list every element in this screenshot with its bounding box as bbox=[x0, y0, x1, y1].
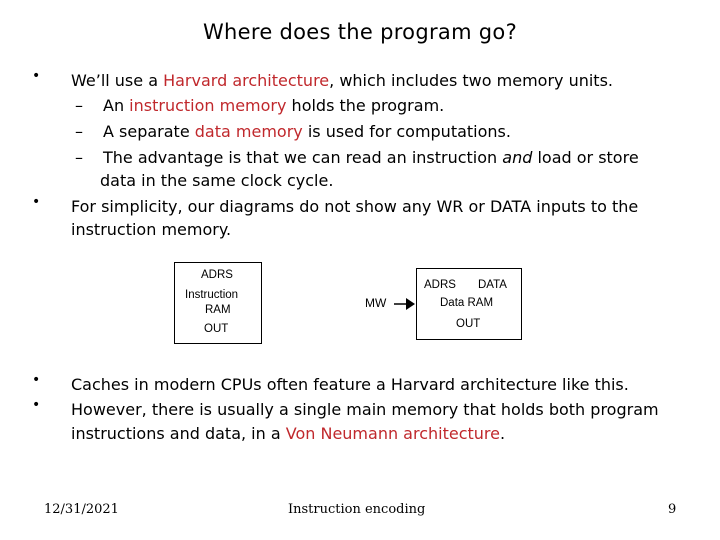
mw-label: MW bbox=[365, 296, 387, 310]
bullet-marker: • bbox=[32, 397, 41, 413]
bullet-von-neumann: However, there is usually a single main memory that holds both program bbox=[71, 400, 659, 419]
footer-date: 12/31/2021 bbox=[44, 502, 119, 517]
instr-adrs-label: ADRS bbox=[201, 269, 233, 281]
sub-bullet-advantage-cont: data in the same clock cycle. bbox=[100, 171, 334, 190]
sub-bullet-instruction-memory: An instruction memory holds the program. bbox=[103, 96, 445, 115]
data-adrs-label: ADRS bbox=[424, 279, 456, 291]
bullet-harvard: We’ll use a Harvard architecture, which includes two memory units. bbox=[71, 71, 613, 90]
bullet-marker: • bbox=[32, 194, 41, 210]
sub-bullet-advantage: The advantage is that we can read an instruction and load or store bbox=[103, 148, 639, 167]
instr-name-label: Instruction bbox=[185, 289, 239, 301]
slide-title: Where does the program go? bbox=[202, 20, 518, 44]
sub-bullet-marker: – bbox=[75, 122, 83, 141]
data-out-label: OUT bbox=[456, 318, 481, 330]
instr-name-label-2: RAM bbox=[205, 304, 231, 316]
instr-out-label: OUT bbox=[204, 323, 229, 335]
data-name-label: Data RAM bbox=[440, 297, 494, 309]
footer-page-number: 9 bbox=[668, 502, 677, 517]
bullet-marker: • bbox=[32, 68, 41, 84]
bullet-simplicity-cont: instruction memory. bbox=[71, 220, 232, 239]
bullet-marker: • bbox=[32, 372, 41, 388]
footer-topic: Instruction encoding bbox=[288, 502, 426, 517]
sub-bullet-marker: – bbox=[75, 96, 83, 115]
bullet-caches: Caches in modern CPUs often feature a Harvard architecture like this. bbox=[71, 375, 629, 394]
sub-bullet-marker: – bbox=[75, 148, 83, 167]
sub-bullet-data-memory: A separate data memory is used for computations. bbox=[103, 122, 511, 141]
bullet-simplicity: For simplicity, our diagrams do not show any WR or DATA inputs to the bbox=[71, 197, 639, 216]
bullet-von-neumann-cont: instructions and data, in a Von Neumann architecture. bbox=[71, 424, 506, 443]
instruction-ram-block bbox=[174, 262, 262, 344]
data-ram-block bbox=[416, 268, 522, 340]
data-data-label: DATA bbox=[478, 279, 507, 291]
mw-arrow-icon bbox=[394, 296, 416, 312]
